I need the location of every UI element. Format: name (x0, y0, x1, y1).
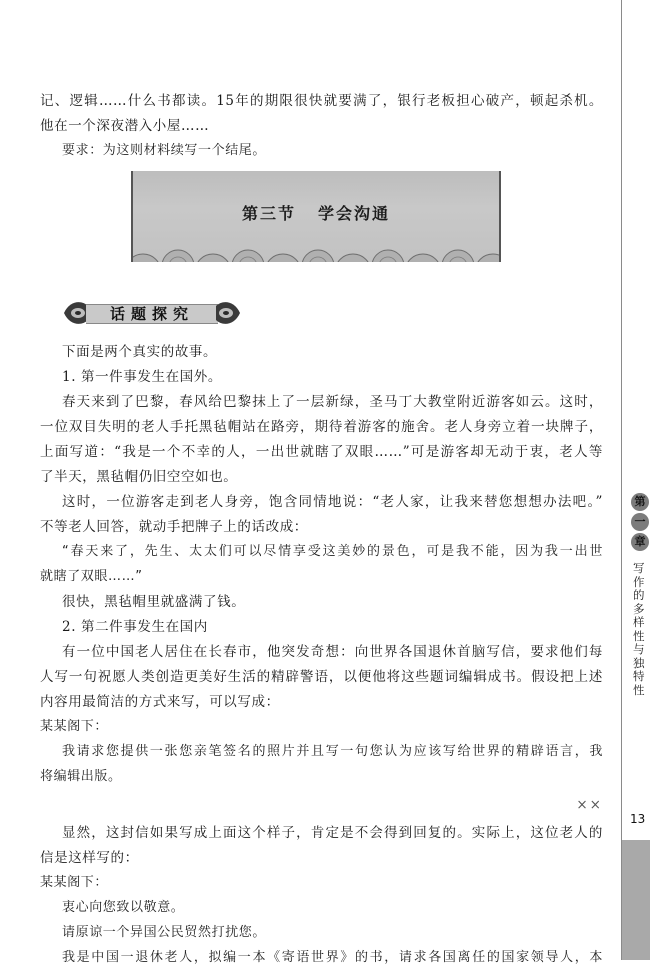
chapter-title-vertical: 写作的多样性与独特性 (633, 561, 645, 697)
story1-line: 了半天，黑毡帽仍旧空空如也。 (40, 469, 238, 485)
letter1-line: 我请求您提供一张您亲笔签名的照片并且写一句您认为应该写给世界的精辟语言，我 (62, 744, 603, 759)
story2-line: 内容用最简洁的方式来写，可以写成： (40, 694, 280, 710)
letter1-line: 将编辑出版。 (40, 769, 122, 784)
carryover-line-1: 记、逻辑……什么书都读。15年的期限很快就要满了，银行老板担心破产，顿起杀机。 (40, 93, 603, 109)
story1-line: 这时，一位游客走到老人身旁，饱含同情地说：“老人家，让我来替您想想办法吧。” (62, 494, 603, 510)
letter2-line: 我是中国一退休老人，拟编一本《寄语世界》的书，请求各国离任的国家领导人，本 (62, 950, 603, 965)
letter2-line: 衷心向您致以敬意。 (62, 900, 185, 915)
story2-heading: 2. 第二件事发生在国内 (62, 619, 208, 635)
requirement-text: 要求：为这则材料续写一个结尾。 (62, 143, 267, 158)
story1-line: 一位双目失明的老人手托黑毡帽站在路旁，期待着游客的施舍。老人身旁立着一块牌子， (40, 419, 603, 435)
letter1-signature: ×× (576, 797, 603, 813)
story1-line: 不等老人回答，就动手把牌子上的话改成： (40, 519, 308, 535)
chapter-badge-char: 一 (631, 513, 649, 531)
section-banner (131, 171, 501, 262)
page-number: 13 (630, 812, 646, 826)
story2-line: 人写一句祝愿人类创造更美好生活的精辟警语，以便他将这些题词编辑成书。假设把上述 (40, 669, 603, 685)
section-heading (133, 201, 499, 224)
letter2-line: 请原谅一个异国公民贸然打扰您。 (62, 925, 267, 940)
comment-line: 显然，这封信如果写成上面这个样子，肯定是不会得到回复的。实际上，这位老人的 (62, 825, 603, 841)
page-edge-tab (622, 840, 650, 960)
sign-quote-line: 就瞎了双眼……” (40, 569, 143, 584)
topic-label (62, 298, 242, 328)
story1-heading: 1. 第一件事发生在国外。 (62, 369, 222, 385)
section-number: 第三节 (241, 204, 296, 223)
letter1-salutation: 某某阁下： (40, 719, 109, 734)
chapter-badge-char: 章 (631, 533, 649, 551)
story1-line: 春天来到了巴黎，春风给巴黎抹上了一层新绿，圣马丁大教堂附近游客如云。这时， (62, 394, 603, 410)
intro-text: 下面是两个真实的故事。 (62, 344, 218, 360)
story1-line: 很快，黑毡帽里就盛满了钱。 (62, 594, 246, 610)
carryover-line-2: 他在一个深夜潜入小屋…… (40, 118, 210, 134)
letter2-salutation: 某某阁下： (40, 875, 109, 890)
story2-line: 有一位中国老人居住在长春市，他突发奇想：向世界各国退休首脑写信，要求他们每 (62, 644, 603, 660)
section-title: 学会沟通 (318, 204, 391, 223)
cloud-pattern-icon (133, 242, 499, 262)
lotus-ornament-icon (214, 298, 242, 328)
chapter-badge-char: 第 (631, 493, 649, 511)
story1-line: 上面写道：“我是一个不幸的人，一出世就瞎了双眼……”可是游客却无动于衷，老人等 (40, 444, 603, 460)
topic-label-text: 话题探究 (86, 304, 218, 324)
comment-line: 信是这样写的： (40, 850, 139, 866)
sign-quote-line: “春天来了，先生、太太们可以尽情享受这美妙的景色，可是我不能，因为我一出世 (62, 544, 603, 559)
